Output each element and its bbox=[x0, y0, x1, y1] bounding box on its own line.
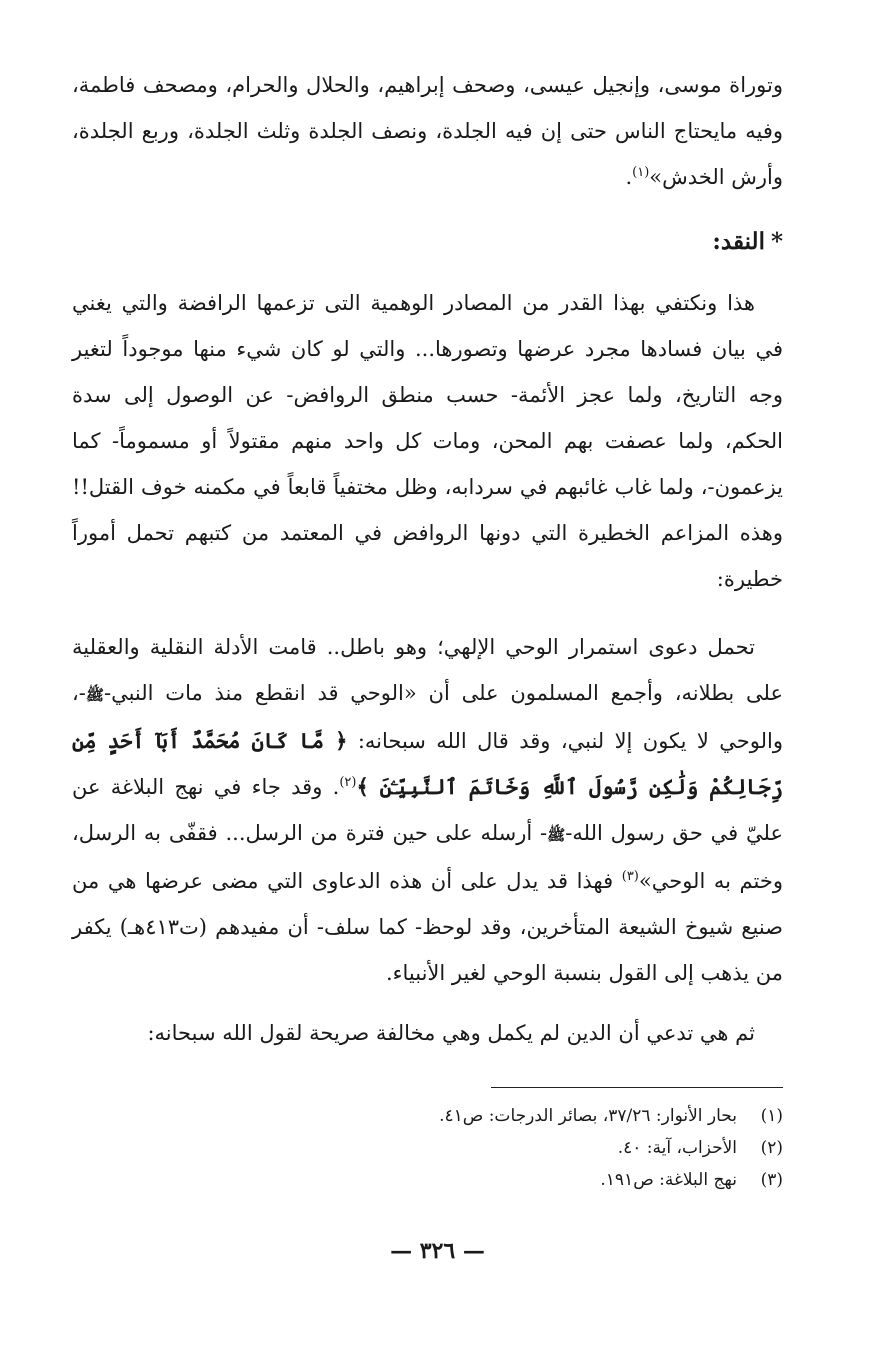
paragraph-claim-part2: -، والوحي لا يكون إلا لنبي، وقد قال الله سبحانه: bbox=[72, 681, 783, 753]
footnote-item bbox=[300, 1100, 783, 1132]
footnotes bbox=[300, 1100, 783, 1196]
footnote-item bbox=[300, 1164, 783, 1196]
sallallahu-glyph: ﷺ bbox=[547, 826, 566, 844]
footnote-number: (٢) bbox=[760, 1138, 783, 1158]
footnote-text: نهج البلاغة: ص١٩١. bbox=[600, 1170, 737, 1190]
footnote-text: بحار الأنوار: ٣٧/٢٦، بصائر الدرجات: ص٤١. bbox=[439, 1106, 737, 1126]
footnote-number: (٣) bbox=[760, 1170, 783, 1190]
paragraph-intro-text: وتوراة موسى، وإنجيل عيسى، وصحف إبراهيم، والحلال والحرام، ومصحف فاطمة، وفيه مايحتاج الناس حتى إن فيه الجلدة، ونصف الجلدة وثلث الجلدة، وربع الجلدة، وأرش الخدش» bbox=[72, 73, 783, 189]
footnote-ref-3: (٣) bbox=[621, 869, 639, 884]
asterisk-icon: * bbox=[770, 228, 783, 255]
paragraph-claim bbox=[72, 624, 783, 996]
footnote-item bbox=[300, 1132, 783, 1164]
page-number: — ٣٢٦ — bbox=[390, 1238, 485, 1264]
paragraph-intro-end: . bbox=[625, 165, 633, 189]
footnote-ref-1: (١) bbox=[632, 165, 650, 180]
paragraph-critique: هذا ونكتفي بهذا القدر من المصادر الوهمية التى تزعمها الرافضة والتي يغني في بيان فسادها مجرد عرضها وتصورها... والتي لو كان شيء منها موجوداً لتغير وجه التاريخ، ولما عجز الأئمة- حسب منطق الروافض- عن الوصول إلى سدة الحكم، ولما عصفت بهم المحن، ومات كل واحد منهم مقتولاً أو مسموماً- كما يزعمون-، ولما غاب غائبهم في سردابه، وظل مختفياً قابعاً في مكمنه خوف القتل!! وهذه المزاعم الخطيرة التي دونها الروافض في المعتمد من كتبهم تحمل أموراً خطيرة: bbox=[72, 291, 783, 591]
paragraph-claim-part4: - أرسله على حين فترة من الرسل... فقفّى به الرسل، وختم به الوحي» bbox=[72, 821, 783, 893]
page-body bbox=[72, 62, 783, 1056]
paragraph-claim-part3: . وقد جاء في نهج البلاغة عن عليّ في حق رسول الله- bbox=[72, 775, 783, 845]
sallallahu-glyph: ﷺ bbox=[85, 686, 104, 704]
paragraph-claim-part1: تحمل دعوى استمرار الوحي الإلهي؛ وهو باطل.. قامت الأدلة النقلية والعقلية على بطلانه، وأجمع المسلمون على أن «الوحي قد انقطع منذ مات النبي- bbox=[72, 635, 783, 705]
quran-verse: ﴿ مَّا كَانَ مُحَمَّدٌ أَبَآ أَحَدٍ مِّن رِّجَالِكُمْ وَلَٰكِن رَّسُولَ ٱللَّهِ وَخَاتَمَ ٱلنَّبِيِّـۧنَ ﴾ bbox=[72, 728, 783, 799]
section-heading-text: النقد: bbox=[712, 228, 765, 255]
footnote-ref-2: (٢) bbox=[339, 775, 357, 790]
paragraph-intro-continued bbox=[72, 62, 783, 200]
footnote-text: الأحزاب، آية: ٤٠. bbox=[617, 1138, 737, 1158]
footnote-divider bbox=[491, 1087, 783, 1088]
paragraph-final: ثم هي تدعي أن الدين لم يكمل وهي مخالفة صريحة لقول الله سبحانه: bbox=[147, 1021, 755, 1045]
section-heading bbox=[72, 222, 783, 262]
paragraph-claim-part5: فهذا قد يدل على أن هذه الدعاوى التي مضى عرضها هي من صنيع شيوخ الشيعة المتأخرين، وقد لوحظ- كما سلف- أن مفيدهم (ت٤١٣هـ) يكفر من يذهب إلى القول بنسبة الوحي لغير الأنبياء. bbox=[72, 869, 783, 985]
footnote-number: (١) bbox=[760, 1106, 783, 1126]
